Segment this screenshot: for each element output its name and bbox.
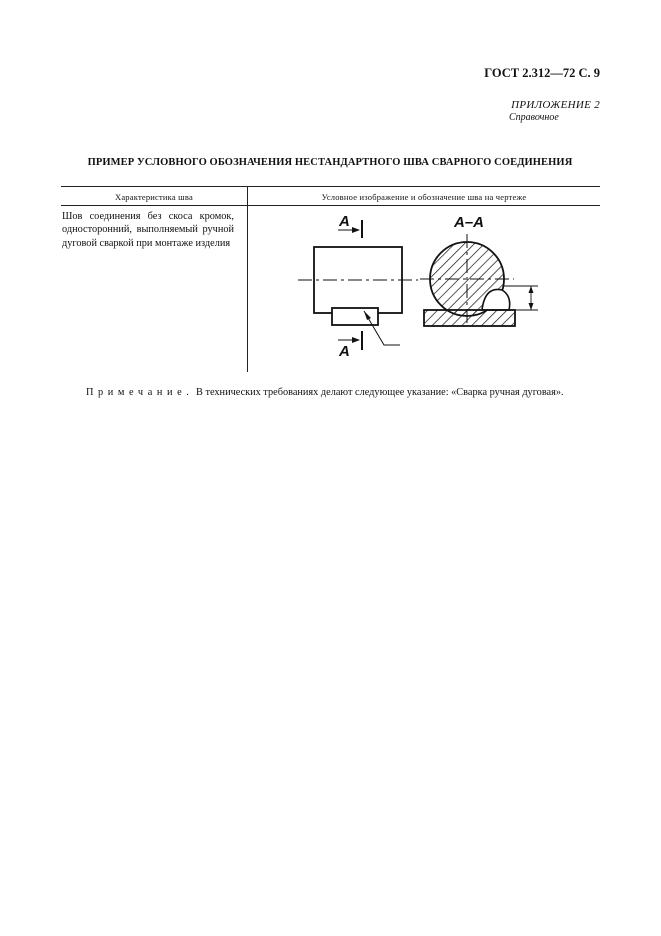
section-mark-bottom-group [338,331,362,360]
dimension-arrow-bottom [529,303,534,310]
section-view-label: А–А [454,214,485,231]
appendix-title: ПРИЛОЖЕНИЕ 2 [511,99,600,111]
note-label: Примечание. [86,387,194,398]
note [60,386,600,400]
standard-code: ГОСТ 2.312—72 С. 9 [484,66,600,80]
section-title: ПРИМЕР УСЛОВНОГО ОБОЗНАЧЕНИЯ НЕСТАНДАРТНОГО ШВА СВАРНОГО СОЕДИНЕНИЯ [87,157,573,168]
table-top-rule [61,186,600,187]
column-header-characteristic: Характеристика шва [115,192,193,202]
front-view [298,247,418,345]
plate-section [424,310,515,326]
section-mark-top-group [338,213,362,238]
column-header-image: Условное изображение и обозначение шва на чертеже [321,192,527,202]
note-text: В технических требованиях делают следующее указание: «Сварка ручная дуговая». [193,387,564,398]
appendix-subtitle: Справочное [509,112,559,123]
dimension-arrow-top [529,286,534,293]
table-column-divider [247,186,248,372]
weld-description: Шов соединения без скоса кромок, односторонний, выполняемый ручной дуговой сваркой при монтаже изделия [62,211,234,249]
section-arrowhead-top [352,227,360,233]
section-view [420,214,538,326]
weld-drawing [280,200,540,370]
section-mark-bottom: А [339,343,350,360]
section-mark-top: А [339,213,350,230]
section-arrowhead-bottom [352,337,360,343]
